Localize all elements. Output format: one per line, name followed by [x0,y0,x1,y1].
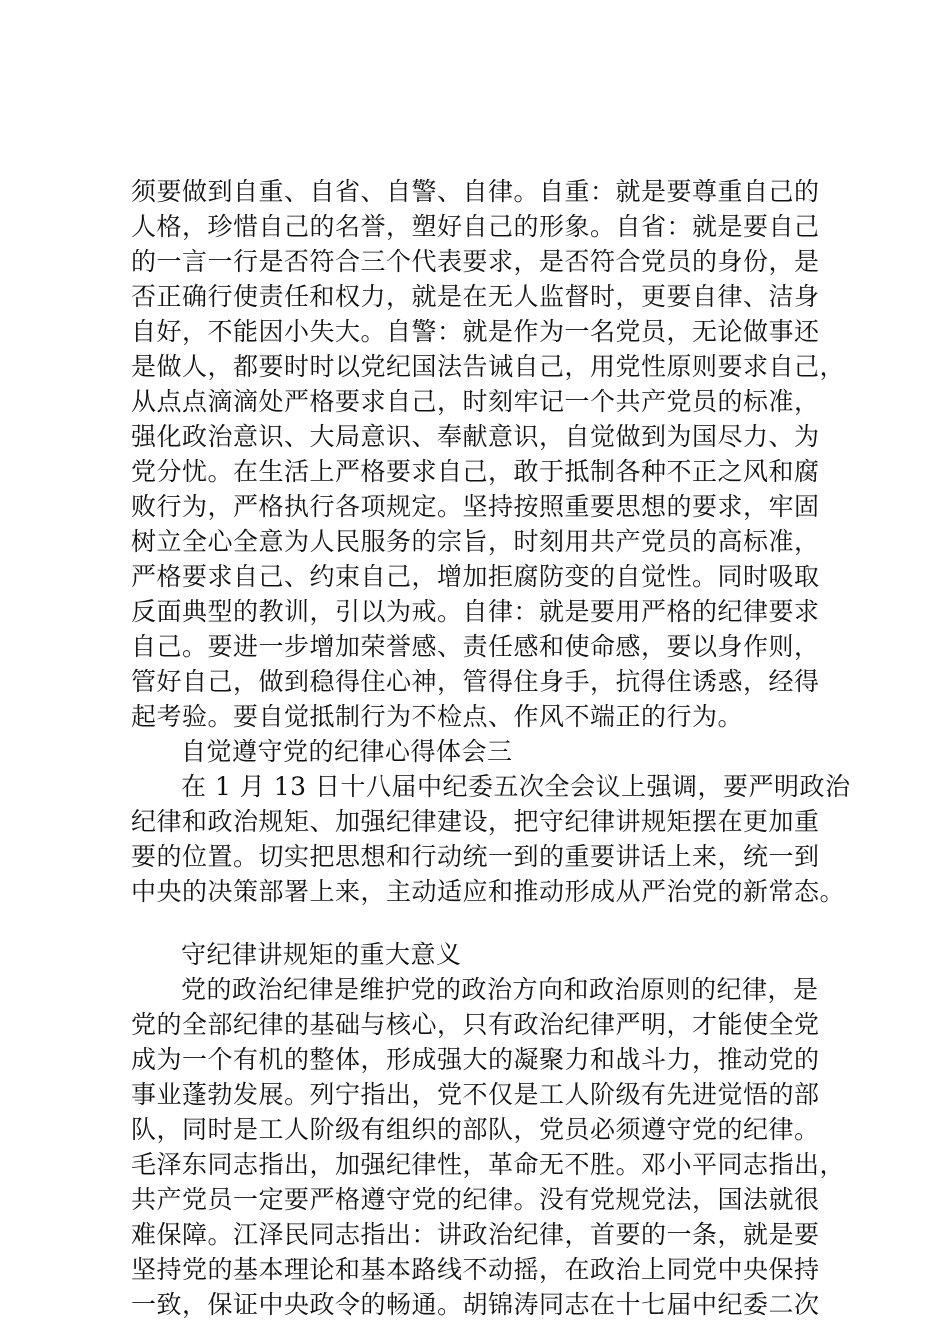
paragraph-line: 人格，珍惜自己的名誉，塑好自己的形象。自省：就是要自己 [131,212,820,241]
paragraph-line: 自己。要进一步增加荣誉感、责任感和使命感，要以身作则， [131,632,820,661]
paragraph-line: 败行为，严格执行各项规定。坚持按照重要思想的要求，牢固 [131,492,820,521]
paragraph-line: 是做人，都要时时以党纪国法告诫自己，用党性原则要求自己， [131,352,846,381]
paragraph-line: 党的全部纪律的基础与核心，只有政治纪律严明，才能使全党 [131,1010,820,1039]
section-heading: 自觉遵守党的纪律心得体会三 [181,737,513,766]
paragraph-line: 从点点滴滴处严格要求自己，时刻牢记一个共产党员的标准， [131,387,820,416]
paragraph-line: 否正确行使责任和权力，就是在无人监督时，更要自律、洁身 [131,282,820,311]
paragraph-line: 须要做到自重、自省、自警、自律。自重：就是要尊重自己的 [131,177,820,206]
paragraph-line: 坚持党的基本理论和基本路线不动摇，在政治上同党中央保持 [131,1255,820,1284]
paragraph-line: 起考验。要自觉抵制行为不检点、作风不端正的行为。 [131,702,744,731]
paragraph-line: 难保障。江泽民同志指出：讲政治纪律，首要的一条，就是要 [131,1220,820,1249]
paragraph-line: 要的位置。切实把思想和行动统一到的重要讲话上来，统一到 [131,842,820,871]
paragraph-line: 党分忧。在生活上严格要求自己，敢于抵制各种不正之风和腐 [131,457,820,486]
paragraph-line: 树立全心全意为人民服务的宗旨，时刻用共产党员的高标准， [131,527,820,556]
paragraph-line: 党的政治纪律是维护党的政治方向和政治原则的纪律，是 [181,975,819,1004]
paragraph-line: 毛泽东同志指出，加强纪律性，革命无不胜。邓小平同志指出， [131,1150,846,1179]
paragraph-line: 严格要求自己、约束自己，增加拒腐防变的自觉性。同时吸取 [131,562,820,591]
paragraph-line: 共产党员一定要严格遵守党的纪律。没有党规党法，国法就很 [131,1185,820,1214]
section-heading: 守纪律讲规矩的重大意义 [181,940,462,969]
paragraph-line: 强化政治意识、大局意识、奉献意识，自觉做到为国尽力、为 [131,422,820,451]
paragraph-line: 事业蓬勃发展。列宁指出，党不仅是工人阶级有先进觉悟的部 [131,1080,820,1109]
paragraph-line: 一致，保证中央政令的畅通。胡锦涛同志在十七届中纪委二次 [131,1290,820,1319]
paragraph-line: 成为一个有机的整体，形成强大的凝聚力和战斗力，推动党的 [131,1045,820,1074]
paragraph-line: 中央的决策部署上来，主动适应和推动形成从严治党的新常态。 [131,877,846,906]
paragraph-line: 自好，不能因小失大。自警：就是作为一名党员，无论做事还 [131,317,820,346]
paragraph-line: 的一言一行是否符合三个代表要求，是否符合党员的身份，是 [131,247,820,276]
paragraph-line: 管好自己，做到稳得住心神，管得住身手，抗得住诱惑，经得 [131,667,820,696]
paragraph-line: 纪律和政治规矩、加强纪律建设，把守纪律讲规矩摆在更加重 [131,807,820,836]
paragraph-line: 队，同时是工人阶级有组织的部队，党员必须遵守党的纪律。 [131,1115,820,1144]
paragraph-line: 反面典型的教训，引以为戒。自律：就是要用严格的纪律要求 [131,597,820,626]
paragraph-line: 在 1 月 13 日十八届中纪委五次全会议上强调，要严明政治 [181,772,851,801]
